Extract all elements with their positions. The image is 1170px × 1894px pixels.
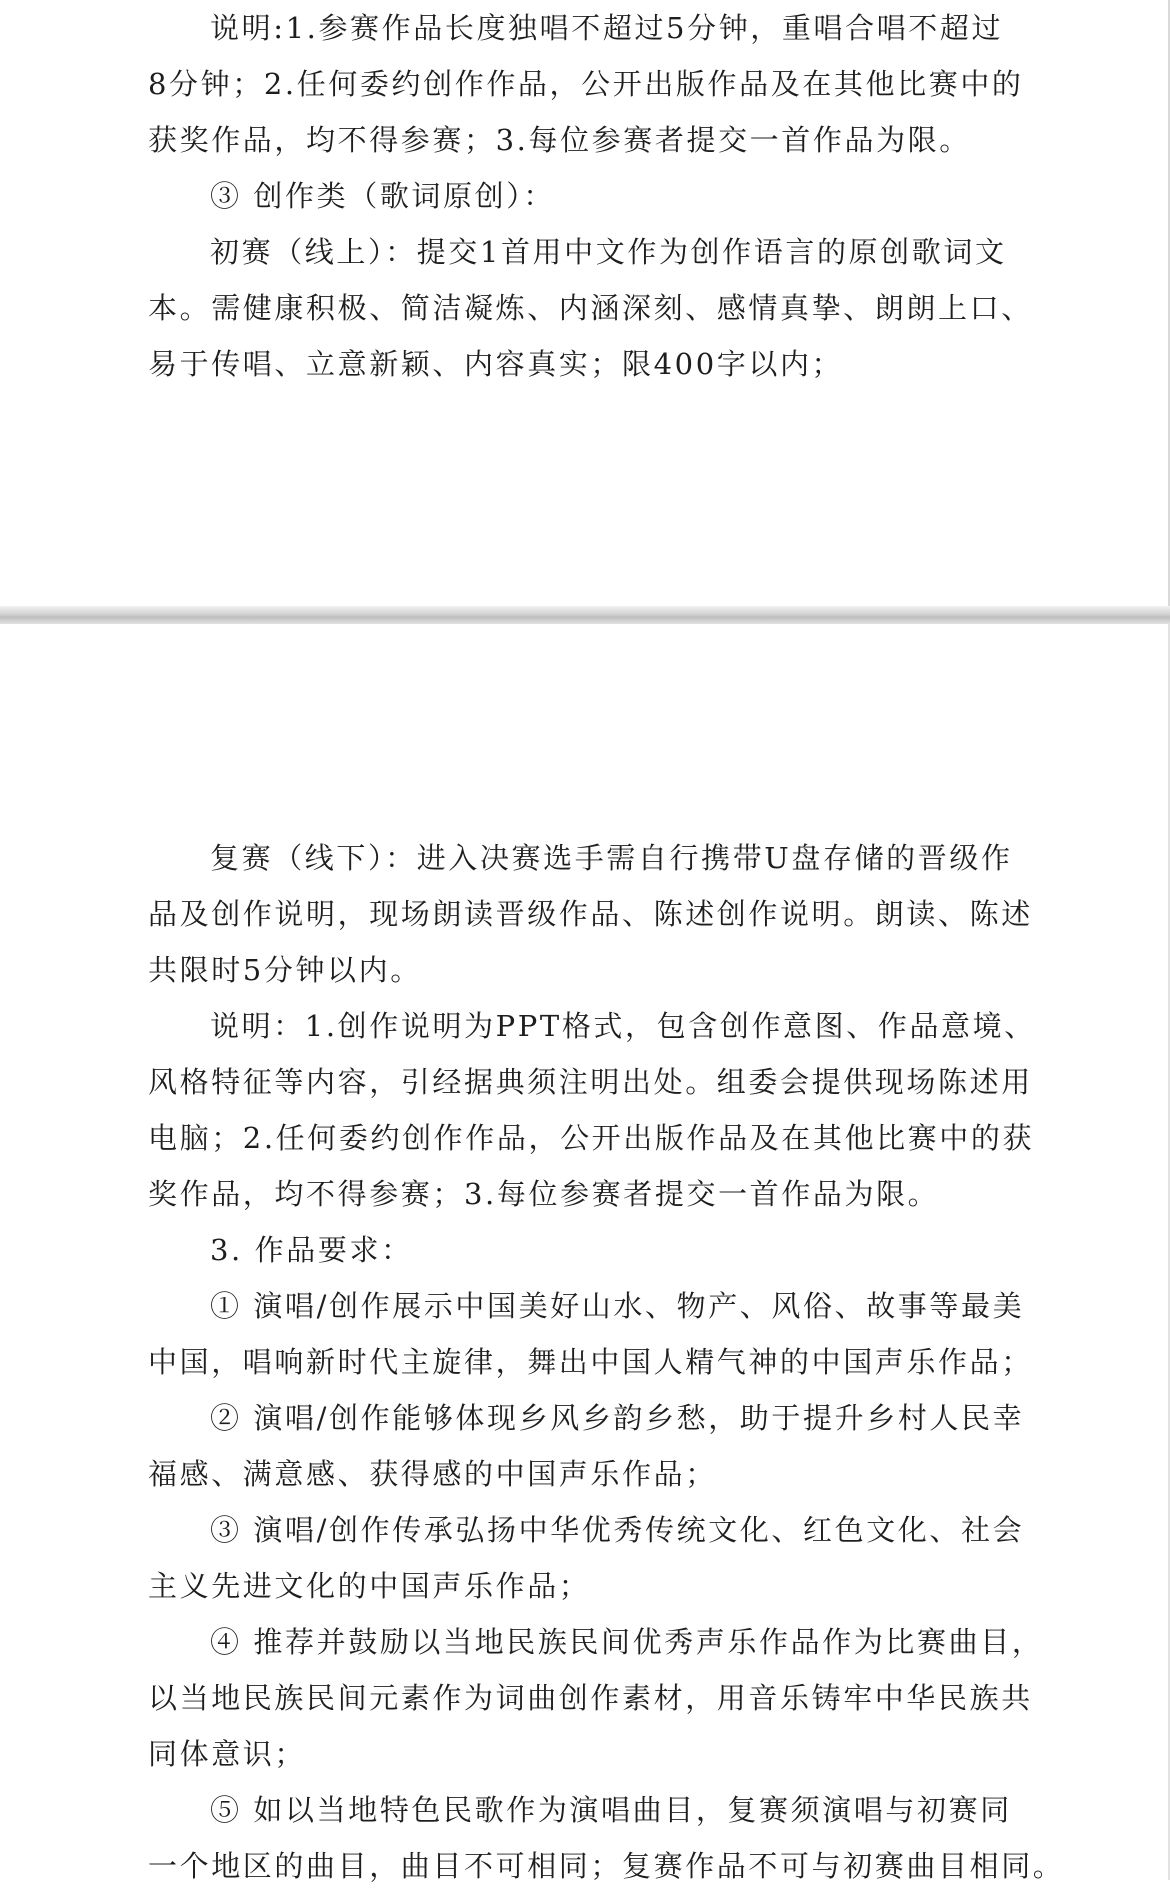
text-line: 电脑；2.任何委约创作作品，公开出版作品及在其他比赛中的获 (148, 1121, 1035, 1155)
page-top-text (148, 0, 1033, 392)
page-separator (0, 606, 1170, 626)
text-line: 福感、满意感、获得感的中国声乐作品； (148, 1457, 717, 1491)
text-line: 中国，唱响新时代主旋律，舞出中国人精气神的中国声乐作品； (148, 1345, 1033, 1379)
text-line: 本。需健康积极、简洁凝炼、内涵深刻、感情真挚、朗朗上口、 (148, 291, 1033, 325)
text-line: 易于传唱、立意新颖、内容真实；限400字以内； (148, 347, 844, 381)
text-line: 共限时5分钟以内。 (148, 953, 422, 987)
text-line: 复赛（线下）：进入决赛选手需自行携带U盘存储的晋级作 (210, 841, 1013, 875)
text-line: 一个地区的曲目，曲目不可相同；复赛作品不可与初赛曲目相同。 (148, 1849, 1065, 1883)
text-line: 风格特征等内容，引经据典须注明出处。组委会提供现场陈述用 (148, 1065, 1033, 1099)
text-line: 同体意识； (148, 1737, 307, 1771)
text-line: 以当地民族民间元素作为词曲创作素材，用音乐铸牢中华民族共 (148, 1681, 1033, 1715)
text-line: ③ 演唱/创作传承弘扬中华优秀传统文化、红色文化、社会 (210, 1513, 1025, 1547)
text-line: ④ 推荐并鼓励以当地民族民间优秀声乐作品作为比赛曲目， (210, 1625, 1044, 1659)
text-line: 品及创作说明，现场朗读晋级作品、陈述创作说明。朗读、陈述 (148, 897, 1033, 931)
text-line: 主义先进文化的中国声乐作品； (148, 1569, 591, 1603)
text-line: 获奖作品，均不得参赛；3.每位参赛者提交一首作品为限。 (148, 123, 971, 157)
text-line: ③ 创作类（歌词原创）： (210, 179, 555, 213)
text-line: 8分钟；2.任何委约创作作品，公开出版作品及在其他比赛中的 (148, 67, 1024, 101)
text-line: ⑤ 如以当地特色民歌作为演唱曲目，复赛须演唱与初赛同 (210, 1793, 1012, 1827)
text-line: ② 演唱/创作能够体现乡风乡韵乡愁，助于提升乡村人民幸 (210, 1401, 1025, 1435)
document-page-top (0, 0, 1170, 612)
text-line: ① 演唱/创作展示中国美好山水、物产、风俗、故事等最美 (210, 1289, 1025, 1323)
text-line: 奖作品，均不得参赛；3.每位参赛者提交一首作品为限。 (148, 1177, 940, 1211)
text-line: 说明:1.参赛作品长度独唱不超过5分钟，重唱合唱不超过 (210, 11, 1004, 45)
document-page-bottom (0, 624, 1170, 1883)
text-line: 初赛（线上）：提交1首用中文作为创作语言的原创歌词文 (210, 235, 1007, 269)
text-line: 说明：1.创作说明为PPT格式，包含创作意图、作品意境、 (210, 1009, 1036, 1043)
page-bottom-text (148, 830, 1065, 1894)
text-line: 3. 作品要求： (210, 1233, 413, 1267)
